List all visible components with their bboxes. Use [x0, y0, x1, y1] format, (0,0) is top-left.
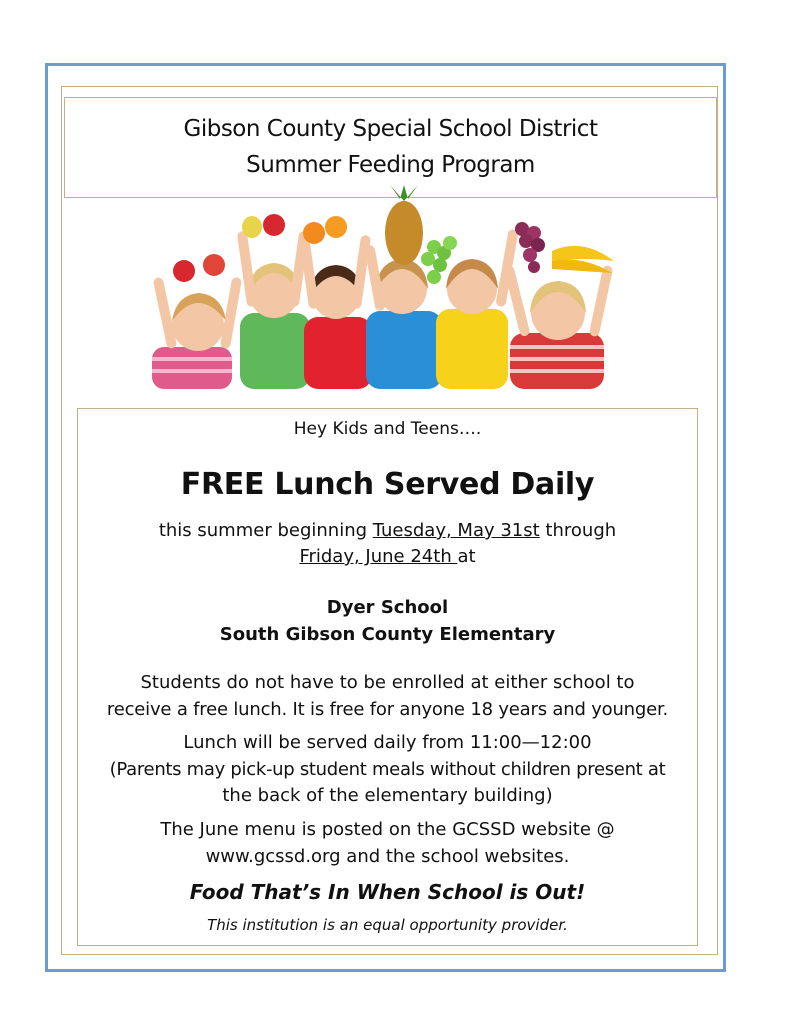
- main-content-box: [77, 408, 698, 946]
- serving-time: Lunch will be served daily from 11:00—12:00: [183, 732, 592, 753]
- kid-2: [237, 214, 310, 389]
- end-date: Friday, June 24th: [299, 546, 458, 567]
- dates-line-1: [78, 520, 697, 541]
- pickup-note-line-2: the back of the elementary building): [222, 785, 553, 806]
- slogan: Food That’s In When School is Out!: [189, 880, 586, 904]
- red-grapes: [515, 222, 545, 273]
- header-box: [64, 97, 717, 198]
- kid-6: [503, 246, 614, 389]
- dates-mid: through: [539, 520, 617, 541]
- kid-3: [299, 216, 372, 389]
- kids-with-fruit-photo: [140, 185, 622, 389]
- kid-1: [152, 254, 242, 389]
- menu-note-line-1: The June menu is posted on the GCSSD website @: [160, 819, 615, 840]
- eligibility-line-2: receive a free lunch. It is free for anyone 18 years and younger.: [106, 699, 669, 720]
- dates-prefix: this summer beginning: [158, 520, 373, 541]
- eligibility-line-1: Students do not have to be enrolled at either school to: [140, 672, 635, 693]
- start-date: Tuesday, May 31st: [372, 520, 540, 541]
- district-title: Gibson County Special School District: [183, 116, 598, 142]
- pickup-note-line-1: (Parents may pick-up student meals without children present at: [109, 759, 666, 780]
- school-south-gibson: South Gibson County Elementary: [219, 624, 556, 645]
- headline: FREE Lunch Served Daily: [180, 467, 595, 502]
- dates-line-2: [78, 546, 697, 567]
- kid-4: [364, 185, 442, 389]
- school-dyer: Dyer School: [326, 597, 449, 618]
- disclaimer: This institution is an equal opportunity provider.: [207, 916, 568, 934]
- menu-note-line-2: www.gcssd.org and the school websites.: [205, 846, 570, 867]
- program-title: Summer Feeding Program: [246, 152, 535, 178]
- dates-suffix: at: [457, 546, 476, 567]
- greeting: Hey Kids and Teens….: [293, 419, 482, 439]
